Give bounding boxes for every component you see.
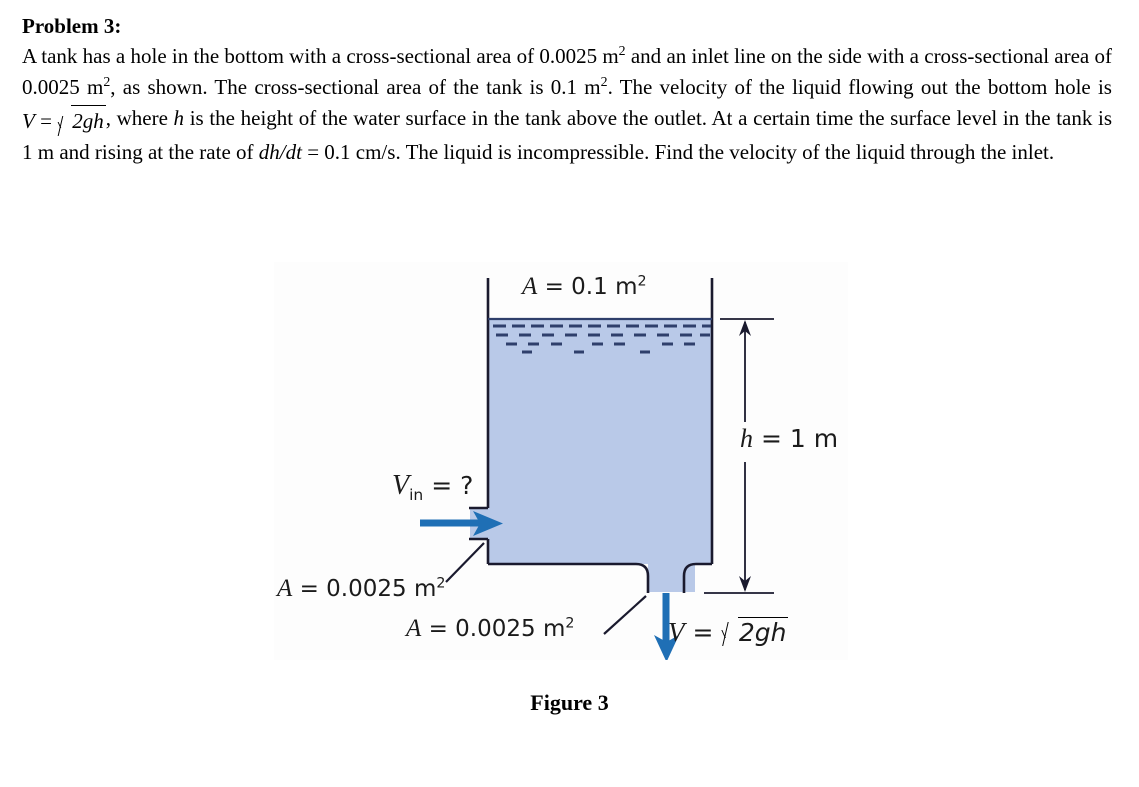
outlet-area-label: A = 0.0025 $m^2$ [406, 615, 575, 642]
problem-body [22, 41, 1112, 168]
sqrt-symbol [58, 105, 106, 137]
water-fill-spout [648, 558, 684, 592]
symbol-dhdt: dh/dt [258, 140, 302, 164]
problem-text-6: is the height of the water surface in the tank above the outlet. At a certain time the surface level in the tank is 1 m and rising at the rate of [22, 106, 1113, 164]
sqrt-symbol-figure: 2gh [722, 617, 788, 647]
height-label: h = 1 m [740, 424, 839, 453]
equation-outlet-velocity [22, 105, 106, 137]
symbol-h: h [173, 106, 185, 130]
problem-text-2: and an inlet line on the side with a cross-sectional area of 0.0025 m [22, 44, 1112, 99]
inlet-velocity-label: $V_{in}$ = ? [392, 470, 474, 504]
inlet-area-leader-line [446, 543, 484, 582]
symbol-equals: = [40, 109, 52, 133]
problem-text-4: . The velocity of the liquid flowing out the bottom hole is [607, 75, 1112, 99]
tank-bottom-left-to-spout [488, 564, 648, 593]
figure-caption: Figure 3 [530, 690, 609, 715]
superscript-two-a: 2 [618, 43, 626, 58]
height-dimension [704, 319, 774, 593]
water-fill-body [488, 319, 712, 564]
tank-area-label: A = 0.1 $m^2$ [522, 273, 647, 300]
outlet-velocity-label: V = 2gh [668, 617, 787, 647]
inlet-area-label: A = 0.0025 $m^2$ [277, 575, 446, 602]
problem-title: Problem 3: [22, 14, 122, 38]
symbol-V: V [22, 109, 35, 133]
superscript-two-c: 2 [600, 74, 608, 89]
problem-text-3: , as shown. The cross-sectional area of the tank is 0.1 m [110, 75, 601, 99]
problem-text-1: A tank has a hole in the bottom with a cross-sectional area of 0.0025 m [22, 44, 619, 68]
superscript-two-b: 2 [103, 74, 111, 89]
problem-statement [22, 12, 1112, 168]
sqrt-radicand: 2gh [71, 105, 106, 137]
problem-text-7: = 0.1 cm/s. The liquid is incompressible. Find the velocity of the liquid through the inlet. [301, 140, 1055, 164]
problem-text-5: , where [105, 106, 174, 130]
outlet-area-leader-line [604, 596, 646, 634]
